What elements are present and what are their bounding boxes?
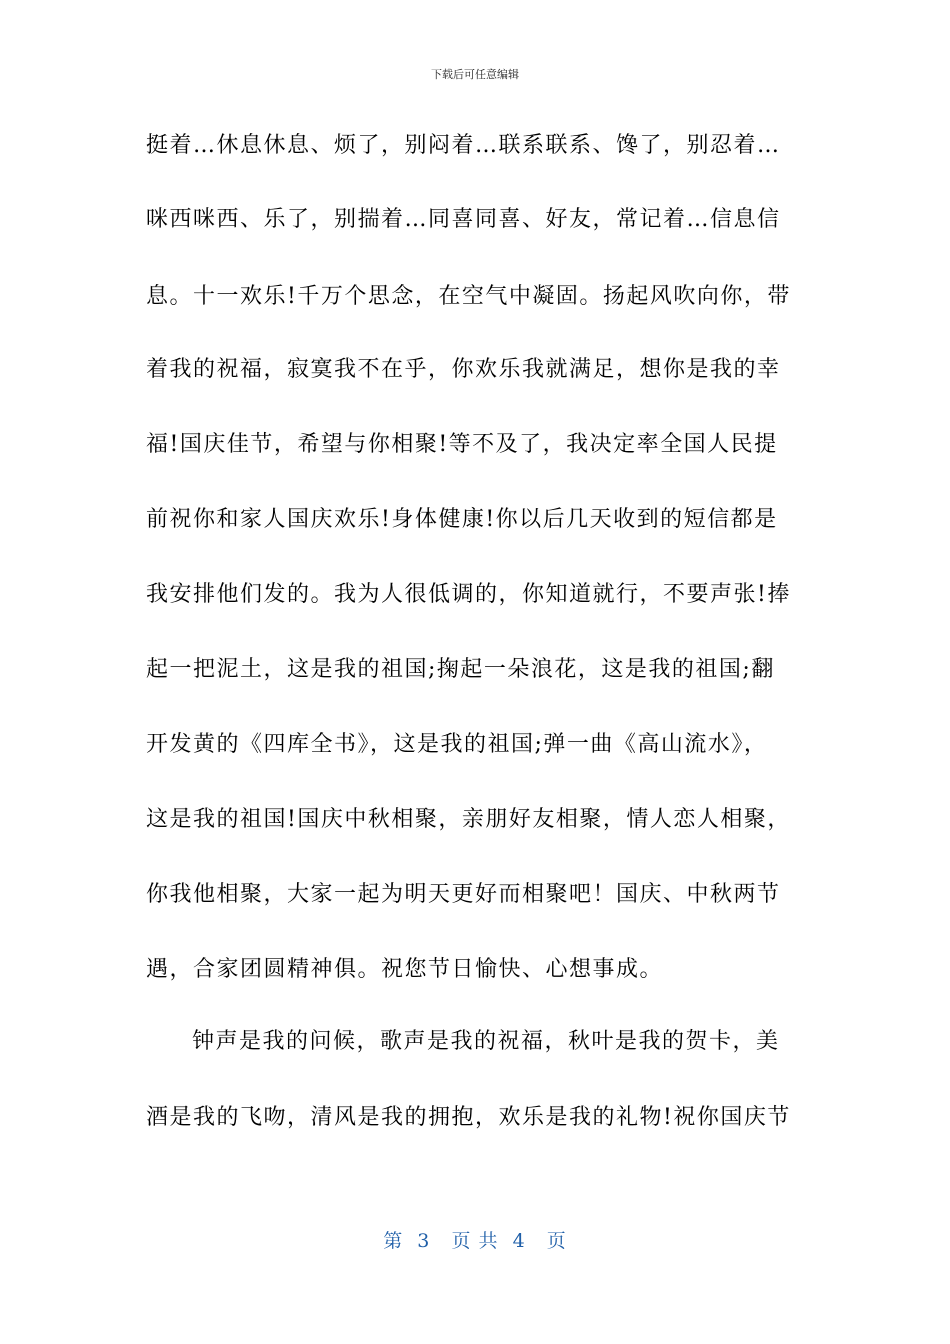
text-line: 咪西咪西、乐了，别揣着…同喜同喜、好友，常记着…信息信 xyxy=(146,207,781,232)
text-line: 起一把泥土，这是我的祖国;掬起一朵浪花，这是我的祖国;翻 xyxy=(146,657,775,682)
text-line: 我安排他们发的。我为人很低调的，你知道就行，不要声张!捧 xyxy=(146,582,791,607)
page-number-footer: 第 3 页 共 4 页 xyxy=(383,1230,567,1252)
text-line: 这是我的祖国!国庆中秋相聚，亲朋好友相聚，情人恋人相聚， xyxy=(146,807,791,832)
text-line: 着我的祝福，寂寞我不在乎，你欢乐我就满足，想你是我的幸 xyxy=(146,357,781,382)
text-line: 前祝你和家人国庆欢乐!身体健康!你以后几天收到的短信都是 xyxy=(146,507,778,532)
paragraph-first-line: 钟声是我的问候，歌声是我的祝福，秋叶是我的贺卡，美 xyxy=(192,1029,780,1054)
text-line: 挺着…休息休息、烦了，别闷着…联系联系、馋了，别忍着… xyxy=(146,133,781,158)
page-header: 下载后可任意编辑 xyxy=(431,68,519,81)
text-line: 开发黄的《四库全书》，这是我的祖国;弹一曲《高山流水》， xyxy=(146,732,768,757)
text-line: 福!国庆佳节，希望与你相聚!等不及了，我决定率全国人民提 xyxy=(146,432,778,457)
text-line: 息。十一欢乐!千万个思念，在空气中凝固。扬起风吹向你，带 xyxy=(146,284,791,309)
text-line: 酒是我的飞吻，清风是我的拥抱，欢乐是我的礼物!祝你国庆节 xyxy=(146,1105,791,1130)
text-line: 遇，合家团圆精神俱。祝您节日愉快、心想事成。 xyxy=(146,957,664,982)
text-line: 你我他相聚，大家一起为明天更好而相聚吧！国庆、中秋两节 xyxy=(146,882,781,907)
